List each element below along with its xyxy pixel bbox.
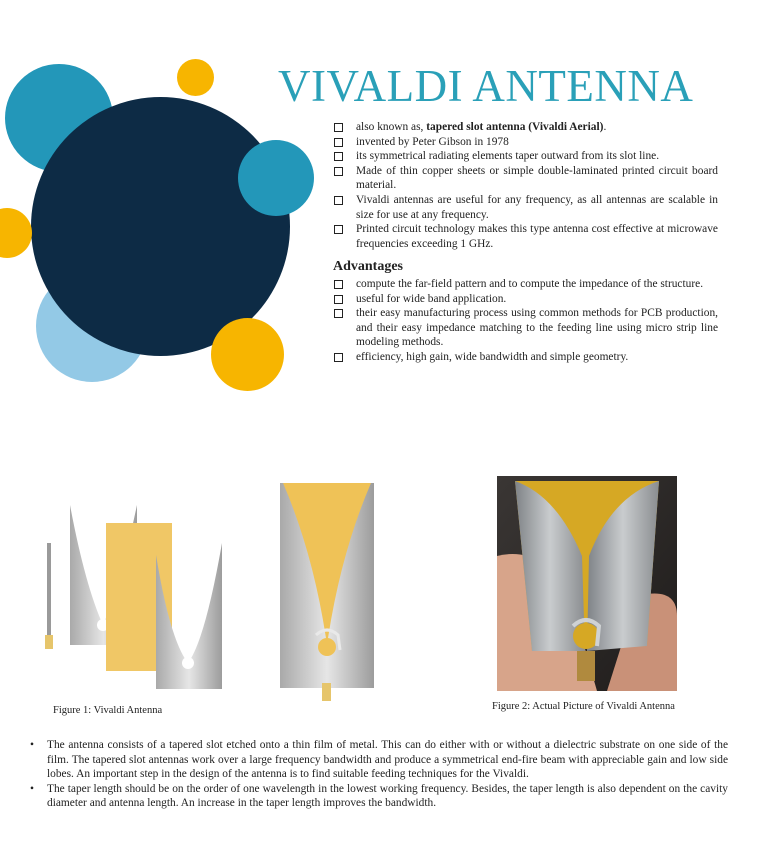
list-item: • The taper length should be on the order of one wavelength in the lowest working frequency. Besides, the taper length is also dependent on the cavity diameter and antenna length. An increase in the taper length improves the bandwidth. — [30, 782, 728, 810]
figure1-illustration — [40, 475, 390, 715]
bullet-icon: • — [30, 739, 34, 751]
checkbox-bullet-icon — [334, 167, 343, 176]
list-item: efficiency, high gain, wide bandwidth and simple geometry. — [333, 350, 718, 365]
checkbox-bullet-icon — [334, 138, 343, 147]
list-item: its symmetrical radiating elements taper outward from its slot line. — [333, 149, 718, 164]
list-item: • The antenna consists of a tapered slot etched onto a thin film of metal. This can do either with or without a dielectric substrate on one side of the film. The tapered slot antennas work over a large frequency bandwidth and produce a symmetrical end-fire beam with appreciable gain and low side lobes. An important step in the design of the antenna is to find suitable feeding techniques for the Vivaldi. — [30, 739, 728, 781]
connector-icon — [322, 683, 331, 701]
intro-list — [333, 120, 718, 251]
list-item: invented by Peter Gibson in 1978 — [333, 135, 718, 150]
list-item: Vivaldi antennas are useful for any frequency, as all antennas are scalable in size for use at any frequency. — [333, 193, 718, 222]
decor-circle-navy — [31, 97, 290, 356]
list-item: Printed circuit technology makes this type antenna cost effective at microwave frequencies exceeding 1 GHz. — [333, 222, 718, 251]
decor-circle-teal-right — [238, 140, 314, 216]
list-item: useful for wide band application. — [333, 292, 718, 307]
checkbox-bullet-icon — [334, 309, 343, 318]
body-paragraphs — [25, 738, 728, 811]
checkbox-bullet-icon — [334, 295, 343, 304]
figure2-photo — [497, 476, 677, 691]
decor-circle-gold-bottom — [211, 318, 284, 391]
checkbox-bullet-icon — [334, 225, 343, 234]
page-title: VIVALDI ANTENNA — [278, 61, 694, 111]
checkbox-bullet-icon — [334, 280, 343, 289]
checkbox-bullet-icon — [334, 152, 343, 161]
advantages-heading: Advantages — [333, 259, 404, 274]
connector-icon — [45, 635, 53, 649]
list-item: also known as, tapered slot antenna (Vivaldi Aerial). — [333, 120, 718, 135]
list-item: compute the far-field pattern and to compute the impedance of the structure. — [333, 277, 718, 292]
checkbox-bullet-icon — [334, 123, 343, 132]
figure1-caption: Figure 1: Vivaldi Antenna — [53, 705, 163, 716]
decor-circle-gold-small — [177, 59, 214, 96]
list-item: their easy manufacturing process using common methods for PCB production, and their easy impedance matching to the feeding line using micro strip line modeling methods. — [333, 306, 718, 350]
checkbox-bullet-icon — [334, 196, 343, 205]
figure2-caption: Figure 2: Actual Picture of Vivaldi Antenna — [492, 701, 675, 712]
checkbox-bullet-icon — [334, 353, 343, 362]
decor-circle-gold-left — [0, 208, 32, 258]
list-item: Made of thin copper sheets or simple double-laminated printed circuit board material. — [333, 164, 718, 193]
bullet-icon: • — [30, 782, 34, 795]
advantages-list — [333, 277, 718, 365]
connector-icon — [577, 651, 595, 681]
feed-strip — [47, 543, 51, 635]
